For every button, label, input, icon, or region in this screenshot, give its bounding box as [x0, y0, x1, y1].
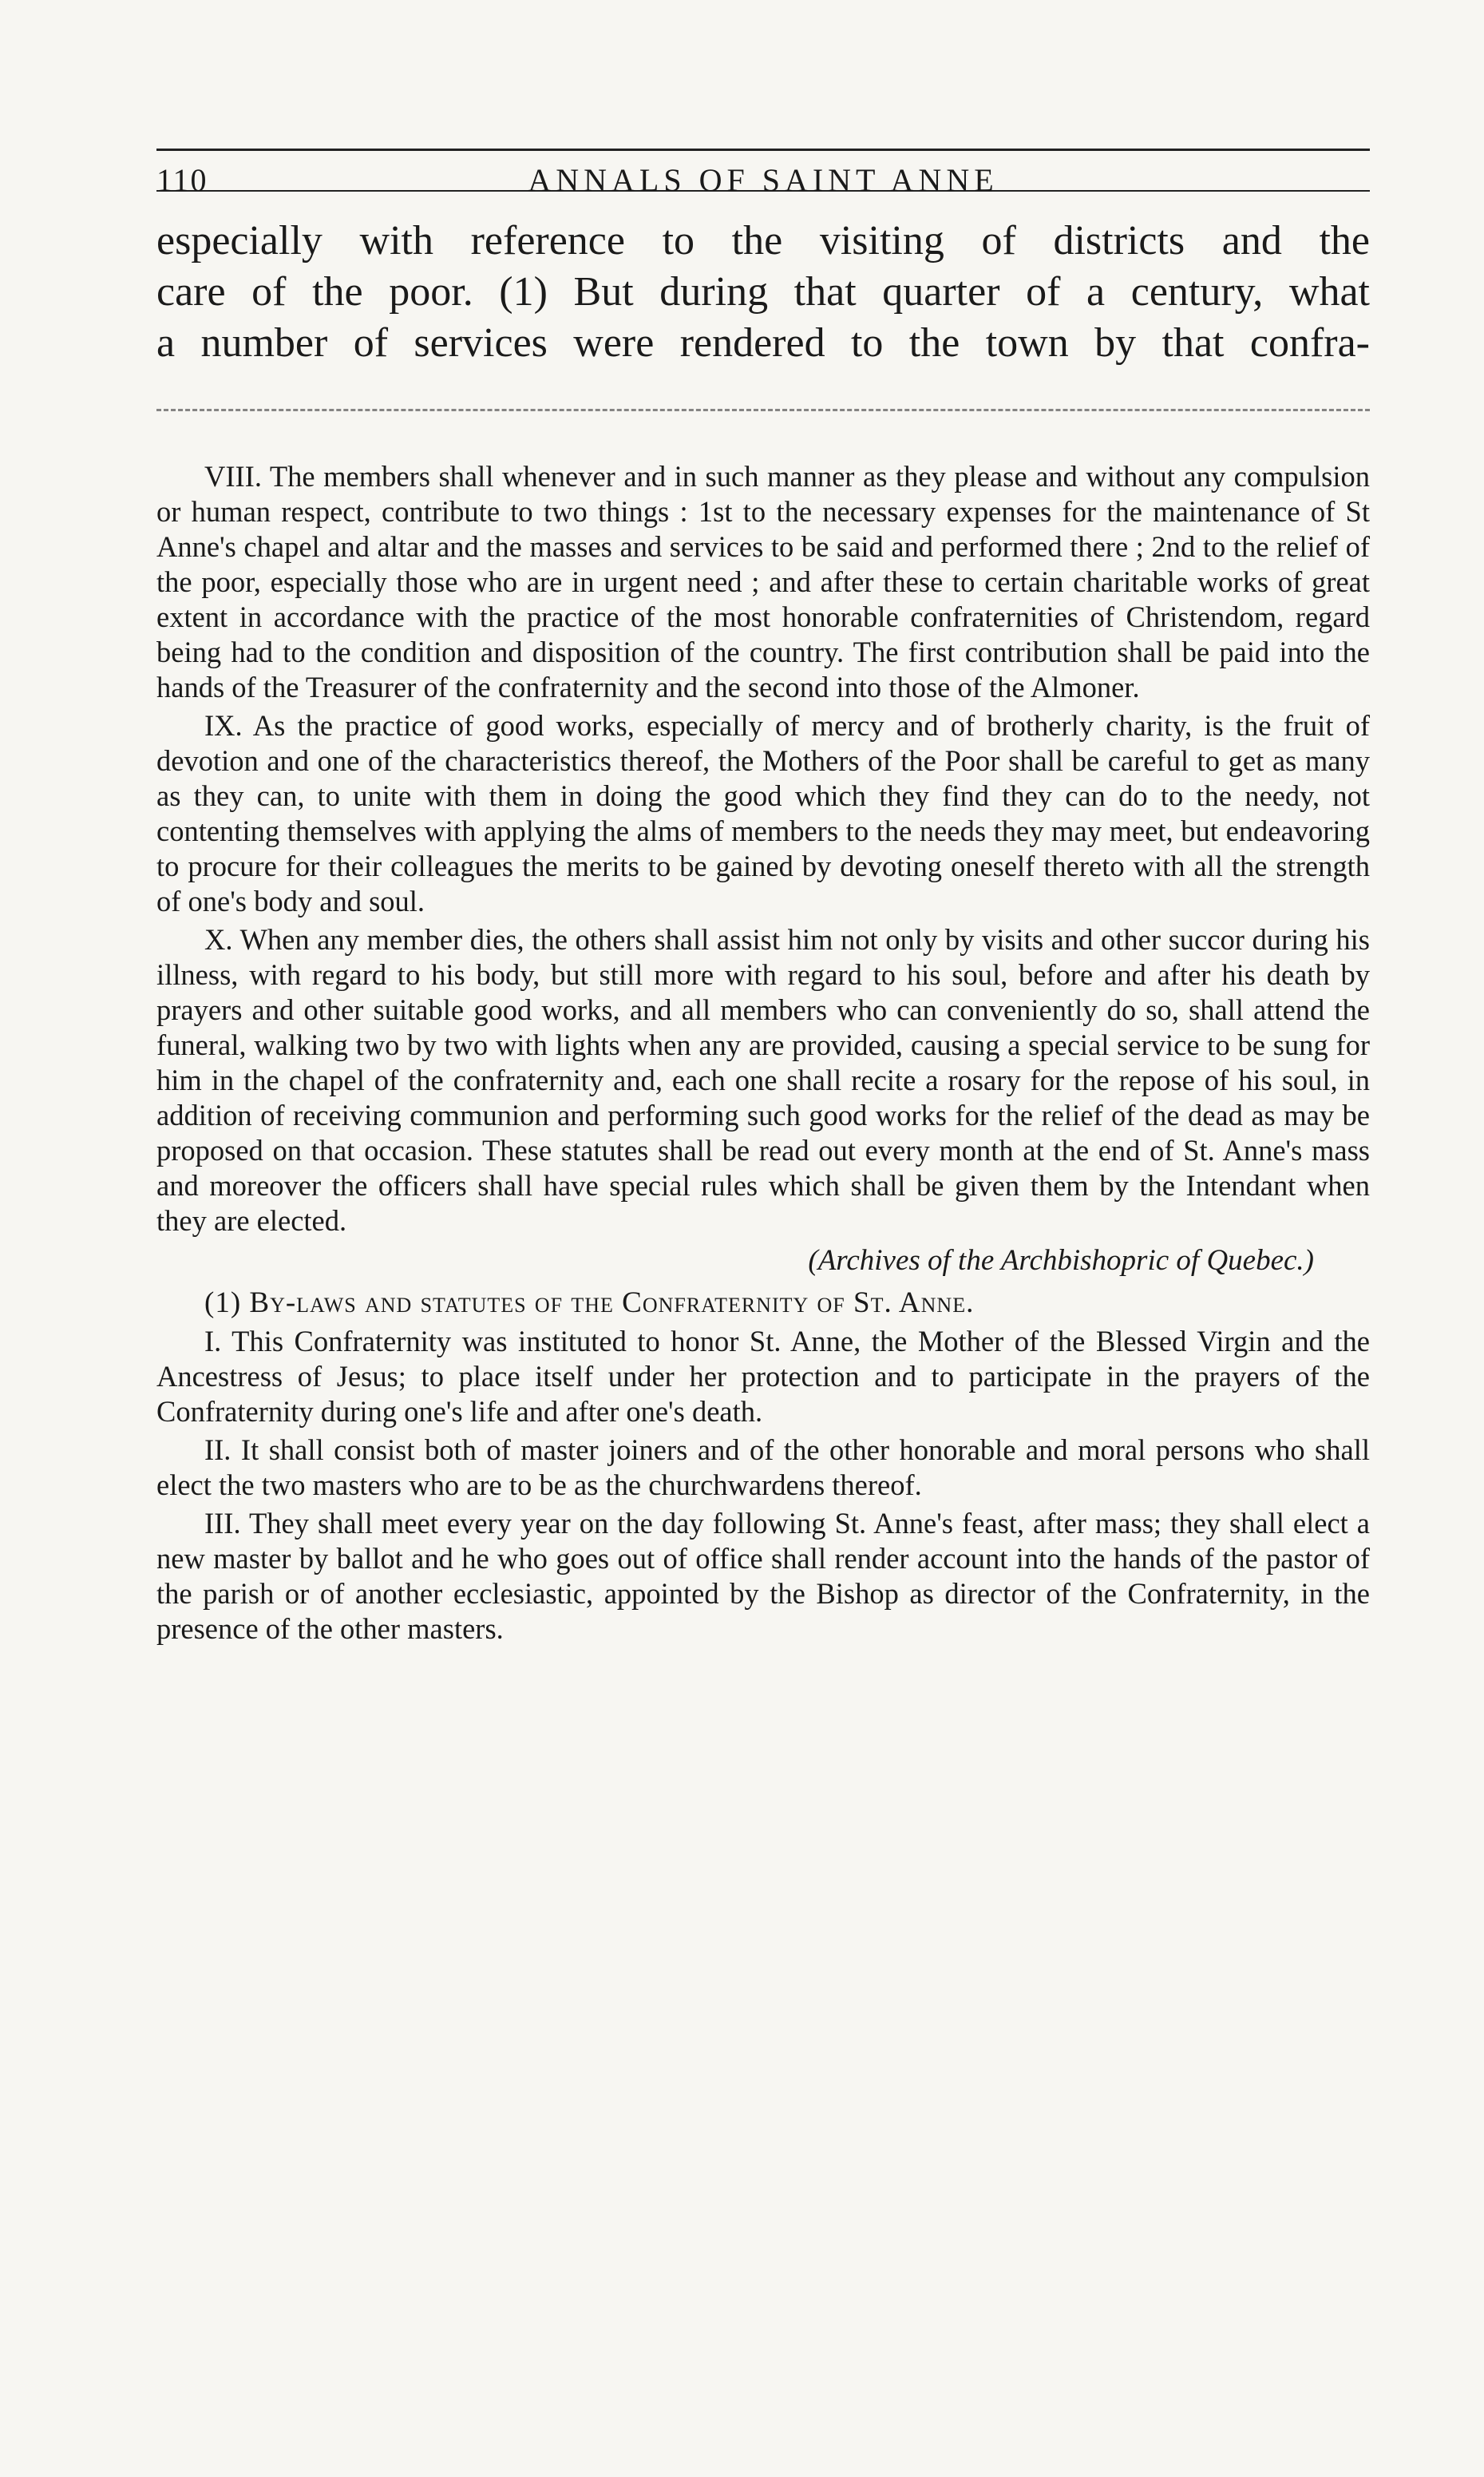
lead-line: a number of services were rendered to the town by that confra-: [156, 320, 1370, 366]
archive-citation: (Archives of the Archbishopric of Quebec.): [808, 1244, 1314, 1277]
bylaw-ii: II. It shall consist both of master joiners and of the other honorable and moral persons who shall elect the two masters who are to be as the churchwardens thereof.: [156, 1433, 1370, 1501]
lead-line: care of the poor. (1) But during that quarter of a century, what: [156, 269, 1370, 315]
lead-line: especially with reference to the visiting of districts and the: [156, 218, 1370, 264]
running-title: ANNALS OF SAINT ANNE: [528, 162, 999, 198]
lead-paragraph: [156, 216, 1370, 369]
page-header: [156, 120, 1370, 198]
bylaw-iii: III. They shall meet every year on the day following St. Anne's feast, after mass; they shall elect a new master by ballot and he who goes out of office shall render account into the hands of the pastor of the parish or of another ecclesiastic, appointed by the Bishop as director of the Confraternity, in the presence of the other masters.: [156, 1507, 1370, 1645]
statute-ix: IX. As the practice of good works, especially of mercy and of brotherly charity, is the fruit of devotion and one of the characteristics thereof, the Mothers of the Poor shall be careful to get as many as they can, to unite with them in doing the good which they find they can do to the needy, not contenting themselves with applying the alms of members to the needs they may meet, but endeavoring to procure for their colleagues the merits to be gained by devoting oneself thereto with all the strength of one's body and soul.: [156, 709, 1370, 917]
omission-rule: [156, 409, 1370, 411]
bylaw-i: I. This Confraternity was instituted to honor St. Anne, the Mother of the Blessed Virgin and the Ancestress of Jesus; to place itself under her protection and to participate in the prayers of the Confraternity during one's life and after one's death.: [156, 1325, 1370, 1428]
document-page: [156, 120, 1370, 1650]
bylaws-heading: (1) By-laws and statutes of the Confraternity of St. Anne.: [204, 1286, 975, 1319]
statute-x: X. When any member dies, the others shall assist him not only by visits and other succor during his illness, with regard to his body, but still more with regard to his soul, before and after his death by prayers and other suitable good works, and all members who can conveniently do so, shall attend the funeral, walking two by two with lights when any are provided, causing a special service to be sung for him in the chapel of the confraternity and, each one shall recite a rosary for the repose of his soul, in addition of receiving communion and performing such good works for the relief of the dead as may be proposed on that occasion. These statutes shall be read out every month at the end of St. Anne's mass and moreover the officers shall have special rules which shall be given them by the Intendant when they are elected.: [156, 923, 1370, 1237]
statute-viii: VIII. The members shall whenever and in such manner as they please and without any compulsion or human respect, contribute to two things : 1st to the necessary expenses for the maintenance of St Anne's chapel and altar and the masses and services to be said and performed there ; 2nd to the relief of the poor, especially those who are in urgent need ; and after these to certain charitable works of great extent in accordance with the practice of the most honorable confraternities of Christendom, regard being had to the condition and disposition of the country. The first contribution shall be paid into the hands of the Treasurer of the confraternity and the second into those of the Almoner.: [156, 460, 1370, 703]
header-rule: [156, 149, 1370, 151]
page-number: 110: [156, 162, 208, 198]
